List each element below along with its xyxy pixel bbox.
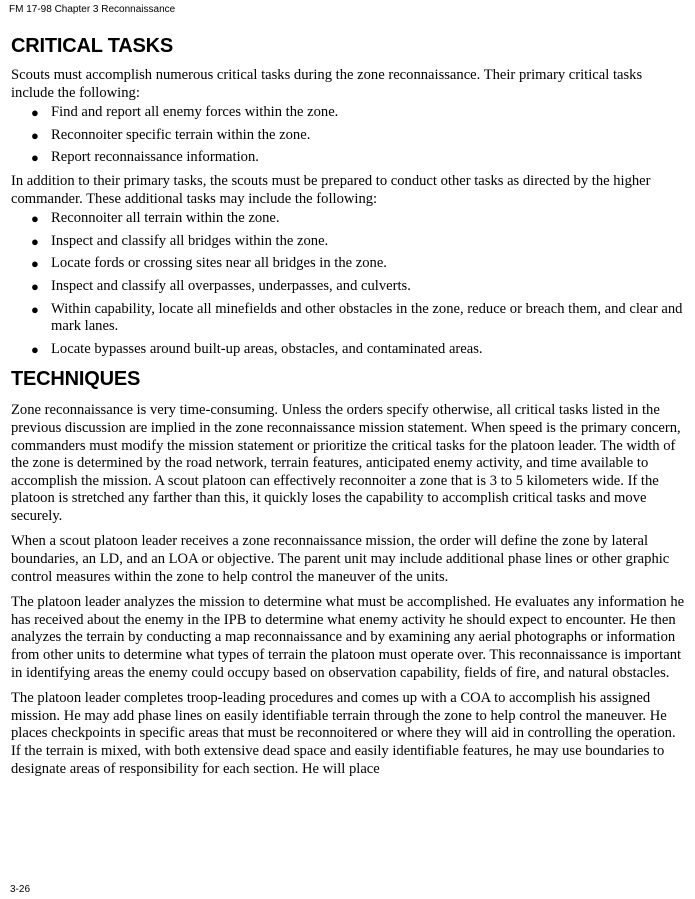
list-item: ● Inspect and classify all bridges within the zone. (31, 232, 329, 249)
page-number: 3-26 (10, 884, 31, 895)
techniques-paragraph: The platoon leader analyzes the mission to determine what must be accomplished. He evaluates any information he has received about the enemy in the IPB to determine what enemy activity he should expect to encounter. He then analyzes the terrain by conducting a map reconnaissance and by examining any aerial photographs or information from other units to determine what types of terrain the platoon must operate over. This reconnaissance is important in identifying areas the enemy could occupy based on observation capability, fields of fire, and natural obstacles. (11, 594, 685, 681)
list-item: ● Within capability, locate all minefields and other obstacles in the zone, reduce or breach them, and clear and mark lanes. (31, 300, 683, 335)
bullet-icon: ● (31, 127, 39, 143)
section-heading-critical-tasks: CRITICAL TASKS (11, 35, 174, 57)
primary-task-list (11, 104, 686, 167)
list-item: ● Reconnoiter all terrain within the zone. (31, 210, 280, 227)
list-item: ● Reconnoiter specific terrain within the zone. (31, 126, 311, 143)
bullet-icon: ● (31, 211, 39, 227)
techniques-paragraph: The platoon leader completes troop-leading procedures and comes up with a COA to accomplish his assigned mission. He may add phase lines on easily identifiable terrain through the zone to help control the maneuver. He places checkpoints in specific areas that must be reconnoitered or where they will aid in controlling the operation. If the terrain is mixed, with both extensive dead space and easily identifiable features, he may use boundaries to designate areas of responsibility for each section. He will place (11, 690, 676, 777)
running-header: FM 17-98 Chapter 3 Reconnaissance (9, 4, 176, 15)
additional-task-list (11, 210, 686, 358)
list-item: ● Report reconnaissance information. (31, 149, 259, 166)
section-heading-techniques: TECHNIQUES (11, 368, 141, 391)
list-item: ● Locate bypasses around built-up areas, obstacles, and contaminated areas. (31, 340, 483, 357)
bullet-icon: ● (31, 233, 39, 249)
bullet-icon: ● (31, 301, 39, 317)
critical-tasks-intro: Scouts must accomplish numerous critical tasks during the zone reconnaissance. Their primary critical tasks include the following: (11, 67, 643, 101)
list-item: ● Locate fords or crossing sites near all bridges in the zone. (31, 255, 387, 272)
bullet-icon: ● (31, 341, 39, 357)
bullet-icon: ● (31, 278, 39, 294)
bullet-icon: ● (31, 150, 39, 166)
additional-tasks-intro: In addition to their primary tasks, the scouts must be prepared to conduct other tasks as directed by the higher commander. These additional tasks may include the following: (11, 172, 651, 207)
bullet-icon: ● (31, 105, 39, 121)
list-item: ● Inspect and classify all overpasses, underpasses, and culverts. (31, 277, 411, 294)
document-body (11, 34, 686, 778)
list-item: ● Find and report all enemy forces within the zone. (31, 104, 339, 121)
techniques-paragraph: Zone reconnaissance is very time-consuming. Unless the orders specify otherwise, all critical tasks listed in the previous discussion are implied in the zone reconnaissance mission statement. When speed is the primary concern, commanders must modify the mission statement or prioritize the critical tasks for the platoon leader. The width of the zone is determined by the road network, terrain features, anticipated enemy activity, and time available to accomplish the mission. A scout platoon can effectively reconnoiter a zone that is 3 to 5 kilometers wide. If the platoon is stretched any farther than this, it quickly loses the capability to accomplish critical tasks and move securely. (11, 402, 681, 524)
bullet-icon: ● (31, 256, 39, 272)
techniques-paragraph: When a scout platoon leader receives a zone reconnaissance mission, the order will define the zone by lateral boundaries, an LD, and an LOA or objective. The parent unit may include additional phase lines or other graphic control measures within the zone to help control the maneuver of the units. (11, 533, 670, 585)
